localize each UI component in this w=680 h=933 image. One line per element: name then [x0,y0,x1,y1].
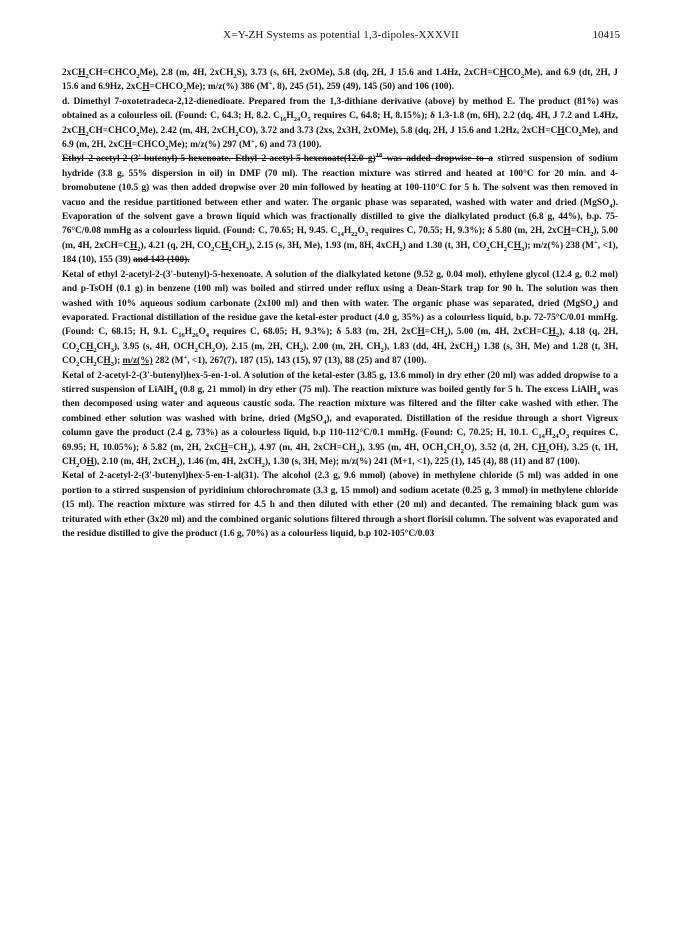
subscript: 2 [460,447,465,455]
subscript: 2 [165,144,169,152]
subscript: 2 [211,346,216,354]
text-run: A solution of the ketal-ester (3.85 g, 13.6 mmol) in dry ether (20 ml) was added dropwise to a stirred suspension of LiAlH [62,370,619,395]
subscript: 2 [182,87,187,95]
text-run: CH [231,240,246,251]
superscript: 18 [375,152,383,160]
subscript: 3 [110,346,114,354]
text-run: Me), 2.8 (m, 4H, 2xCH [139,68,234,78]
subscript: 2 [590,231,594,239]
text-run: ), 3.95 (s, 4H, OCH [113,341,195,352]
paragraph-ketal-hexenol [62,369,618,470]
subscript: 2 [233,72,237,80]
text-run: Me), 2.42 (m, 4H, 2xCH [139,125,236,136]
subscript: 2 [545,447,549,455]
subscript: 4 [609,202,613,210]
text-run: ) and evaporated. Fractional distillation of the residue gave the ketal-ester product (4.0 g, 35%) as a colourless liquid, b.p. 72-75°C/0.01 mmHg. (Found: C, 68.15; H, 9.1. C [62,298,618,338]
paragraph-ketal-hexenal [62,469,618,541]
subscript: 24 [293,116,301,124]
underlined-text: H [499,68,507,78]
text-run: ). Evaporation of the solvent gave a brown liquid which was fractionally distilled to give the dialkylated product (6.8 g, 44%), b.p. 75-76°C/0.08 mmHg as a colourless liquid. (Found: C, 70.65; H, 9.45. C [62,197,618,237]
subscript: 3 [364,231,369,239]
superscript: + [183,354,188,361]
subscript: 2 [235,130,239,138]
underlined-text: H [563,226,571,237]
text-run: C [214,240,222,251]
subscript: 2 [228,245,232,253]
subscript: 5 [307,116,311,124]
subscript: 2 [137,245,141,253]
text-run: =CHCO [131,140,166,151]
underlined-text: H [538,442,546,453]
superscript: + [268,80,273,88]
text-run: and 143 (100). [133,255,190,266]
text-run: C [79,341,87,352]
subscript: 2 [85,72,89,80]
underlined-text: H [78,125,86,136]
subscript: 2 [93,361,97,368]
underlined-text: H [129,240,138,251]
subscript: 2 [136,130,140,138]
subscript: 3 [245,245,249,253]
text-run: Me); m/z(%) 297 (M [168,140,252,151]
text-run: requires C, 68.05; H, 9.3%); δ 5.83 (m, 2H, 2xC [209,327,418,338]
text-run: ), 2.15 (s, 3H, Me), 1.93 (m, 8H, 4xCH [248,240,400,251]
text-run: =CH [228,442,248,453]
text-run: Prepared from the 1,3-dithiane derivative (above) by method E. The product (81%) was obtained as a colourless oil. (Found: C, 64.3; H, 8.2. C [62,96,618,122]
text-run: ), 5.00 (m, 4H, 2xCH=C [62,226,618,251]
text-run: , 8), 245 (51), 259 (49), 145 (50) and 106 (100). [272,82,454,93]
underlined-text: H [86,341,94,352]
text-run: C [96,356,104,367]
subscript: 4 [205,332,210,340]
text-run: ) and 1.30 (t, 3H, CO [402,240,487,251]
subscript: 4 [592,303,596,311]
text-run: ), 1.46 (m, 4H, 2xCH [179,456,262,467]
text-run: was added dropwise to a [382,154,493,165]
text-run: CO [506,68,521,78]
paragraph-ethyl-acetyl-butenyl-hexenoate [62,152,618,267]
text-run: ) 1.38 (s, 3H, Me) and 1.28 (t, 3H, CO [62,341,618,367]
text-run: =CH [570,226,591,237]
subscript: 2 [176,461,180,469]
text-run: O [300,111,308,122]
text-run: O), 2.15 (m, 2H, CH [215,341,300,352]
text-run: CH [96,341,111,352]
text-run: Me), and 6.9 (m, 2H, 2xC [62,125,618,151]
subscript: 3 [110,361,114,368]
text-run: Ethyl 2-acetyl-5-hexenoate(12.0 g) [230,154,376,165]
subscript: 16 [178,332,185,340]
text-run: requires C, 70.55; H, 9.3%); δ 5.80 (m, 2H, 2xC [368,226,564,237]
text-run: =CHCO [149,82,183,93]
subscript: 22 [351,231,358,239]
text-run: O), 3.52 (d, 2H, C [464,442,539,453]
page-number: 10415 [592,29,620,41]
subscript: 2 [93,346,97,354]
subscript: 2 [399,245,403,253]
subscript: 2 [444,332,448,340]
text-run: CO), 3.72 and 3.73 (2xs, 2x3H, 2xOMe), 5.8 (dq, 2H, J 15.6 and 1.2Hz, 2xCH=C [238,125,558,136]
text-run: stirred suspension of sodium hydride (3.8 g, 55% dispersion in oil) in DMF (70 ml). The reaction mixture was stirred and heated at 100°C for 20 min. and 4-bromobutene (10.5 g) was then added dropwise over 20 min followed by heating at 100-110°C for 5 h. The solvent was then removed in vacuo and the residue partitioned between ether and water. The organic phase was separated, washed with water and dried (MgSO [62,154,618,208]
text-run: O [357,226,365,237]
underlined-text: H [78,68,86,78]
underlined-text: H [220,442,228,453]
underlined-text: H [103,356,111,367]
subscript: 2 [520,72,525,80]
text-run: was then decomposed using water and aqueous caustic soda. The reaction mixture was filtered and the filter cake washed with ether. The combined ether solution was washed with brine, dried (MgSO [62,384,618,424]
text-run: requires C, 69.95; H, 10.05%); δ 5.82 (m, 2H, 2xC [62,428,618,453]
subscript: 2 [76,461,80,469]
text-run: 2xC [62,68,79,78]
paragraph-dimethyl-oxotetradecadienedioate [62,95,618,153]
subscript: 14 [538,433,545,441]
subscript: 4 [173,389,178,397]
subscript: 2 [356,447,360,455]
subscript: 2 [211,245,215,253]
text-run: (0.8 g, 21 mmol) in dry ether (75 ml). The reaction mixture was boiled gently for 5 h. The excess LiAlH [177,384,597,395]
text-run: CH [79,356,94,367]
text-run: The alcohol (2.3 g, 9.6 mmol) (above) in methylene chloride (5 ml) was added in one portion to a stirred suspension of pyridinium chlorochromate (3.3 g, 15 mmol) and sodium acetate (0.25 g, 3 mmol) in methylene chloride (15 ml). The reaction mixture was stirred for 4.5 h and then diluted with ether (20 ml) and decanted. The remaining black gum was triturated with ether (3x20 ml) and the combined organic solutions filtered through a short florisil column. The solvent was evaporated and the residue distilled to give the product (1.6 g, 70%) as a colourless liquid, b.p 102-105°C/0.03 [62,471,618,539]
text-run: CH [489,240,504,251]
text-run: O [79,456,87,467]
subscript: 2 [76,346,80,354]
subscript: 2 [76,361,80,368]
subscript: 2 [503,245,507,253]
text-run: OH), 3.25 (t, 1H, CH [62,442,619,467]
text-run: ), 3.95 (m, 4H, OCH [359,442,444,453]
text-run: ), 4.18 (q, 2H, CO [62,327,619,352]
superscript: + [251,137,255,145]
underlined-text: H [142,82,150,93]
subscript: 14 [337,231,344,239]
text-run: H [184,327,192,338]
text-run: , <1), 184 (10), 155 (39) [62,240,618,266]
subscript: 2 [486,245,490,253]
subscript: 2 [85,130,89,138]
text-run: A solution of the dialkylated ketone (9.52 g, 0.04 mol), ethylene glycol (12.4 g, 0.2 mol) and p-TsOH (0.1 g) in benzene (100 ml) was boiled and stirred under reflux using a Dean-Stark trap for 90 h. The solution was then washed with 10% aqueous sodium carbonate (2x100 ml) and then with water. The organic phase was separated, dried (MgSO [62,269,618,309]
subscript: 26 [191,332,199,340]
paragraph-ketal-ethyl-ester [62,268,618,369]
subscript: 3 [565,433,570,441]
text-run: ), 4.97 (m, 4H, 2xCH=CH [250,442,357,453]
underlined-text: m/z(%) [122,356,153,367]
underlined-text: H [86,456,94,467]
text-run: , 6) and 73 (100). [254,140,322,151]
subscript: 2 [555,332,560,340]
subscript: 2 [443,447,447,455]
subscript: 16 [279,116,287,124]
subscript: 4 [596,389,601,397]
subscript: 2 [380,346,384,354]
underlined-text: H [417,327,425,338]
text-run: ), 2.00 (m, 2H, CH [303,341,381,352]
subscript: 2 [299,346,304,354]
running-title: X=Y-ZH Systems as potential 1,3-dipoles-XXXVII [223,29,459,41]
underlined-text: H [124,140,132,151]
text-run: Me), and 6.9 (dt, 2H, J 15.6 and 6.9Hz, 2xC [62,68,618,93]
subscript: 2 [194,346,198,354]
underlined-text: H [513,240,522,251]
text-run: C [506,240,514,251]
subscript: 2 [261,461,265,469]
text-run: H [544,428,553,439]
text-run: ), 5.00 (m, 4H, 2xCH=C [447,327,549,338]
experimental-text [62,66,618,541]
paragraph-diester-nmr [62,66,618,95]
text-run: CO [564,125,579,136]
text-run: CH=CHCO [88,68,137,78]
text-run: ), 1.30 (s, 3H, Me); m/z(%) 241 (M+1, <1), 225 (1), 145 (4), 88 (11) and 87 (100). [265,456,580,467]
text-run: Me); m/z(%) 386 (M [186,82,269,93]
text-run: , <1), 267(7), 187 (15), 143 (15), 97 (13), 88 (25) and 87 (100). [187,356,427,367]
text-run: ), 2.10 (m, 4H, 2xCH [93,456,177,467]
subscript: 2 [578,130,582,138]
text-run: O [198,327,206,338]
text-run: S), 3.73 (s, 6H, 2xOMe), 5.8 (dq, 2H, J 15.6 and 1.4Hz, 2xCH=C [236,68,500,78]
paragraph-heading: Ketal of ethyl 2-acetyl-2-(3'-butenyl)-5-hexenoate. [62,269,264,280]
subscript: 2 [247,447,251,455]
underlined-text: H [557,125,565,136]
text-run: ), 4.21 (q, 2H, CO [140,240,212,251]
text-run: ), 1.83 (dd, 4H, 2xCH [383,341,474,352]
underlined-text: H [221,240,229,251]
text-run: H [343,226,352,237]
subscript: 24 [552,433,559,441]
subscript: 3 [521,245,525,253]
paragraph-heading: Ketal of 2-acetyl-2-(3'-butenyl)hex-5-en-1-al(31). [62,471,259,482]
text-run: 282 (M [152,356,184,367]
paragraph-heading: Ketal of 2-acetyl-2-(3'-butenyl)hex-5-en-1-ol. [62,370,242,381]
text-run: O [558,428,566,439]
text-run: ); m/z(%) 238 (M [524,240,595,251]
subscript: 2 [473,346,477,354]
text-run: requires C, 64.8; H, 8.15%); δ 1.3-1.8 (m, 6H), 2.2 (dq, 4H, J 7.2 and 1.4Hz, 2xC [62,111,618,136]
subscript: 4 [323,418,327,426]
text-run: CH=CHCO [88,125,137,136]
underlined-text: H [548,327,556,338]
text-run: ), and evaporated. Distillation of the residue through a short Vigreux column gave the product (2.4 g, 73%) as a colourless liquid, b.p 110-112°C/0.1 mmHg. (Found: C, 70.25; H, 10.1. C [62,413,618,439]
text-run: CH [197,341,212,352]
text-run: CH [446,442,461,453]
paragraph-heading: d. Dimethyl 7-oxotetradeca-2,12-dienedioate. [62,96,245,107]
text-run: H [286,111,294,122]
superscript: + [594,238,598,246]
text-run: =CH [424,327,445,338]
text-run: ); [113,356,123,367]
paragraph-heading: Ethyl 2-acetyl-2-(3'-butenyl)-5-hexenoate. [62,154,231,165]
subscript: 2 [136,72,140,80]
